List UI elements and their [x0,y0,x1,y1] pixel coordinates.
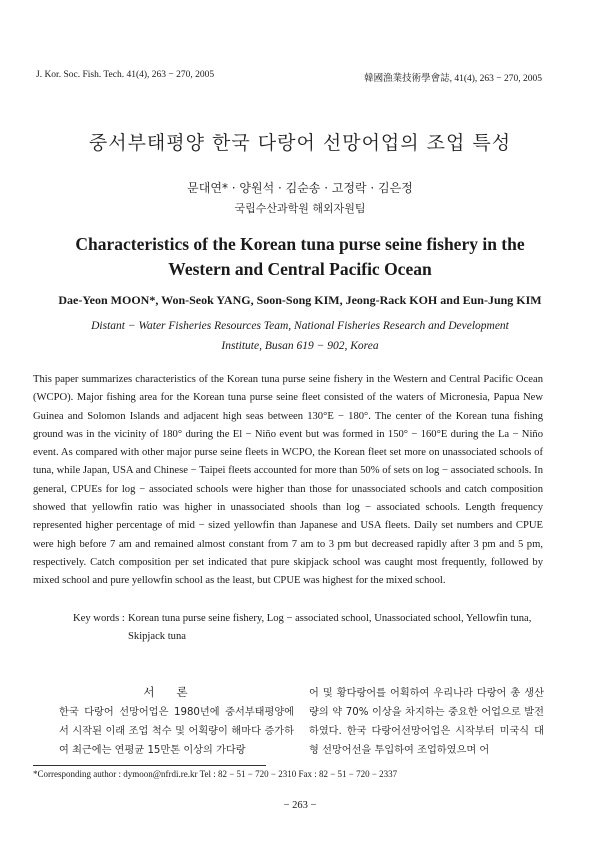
footnote-divider [33,765,266,766]
running-header-left: J. Kor. Soc. Fish. Tech. 41(4), 263 − 270, 2005 [36,70,215,80]
affiliation-korean: 국립수산과학원 해외자원팀 [234,202,366,215]
keywords-label: Key words : [73,613,125,624]
footnote-corresponding-author: *Corresponding author : dymoon@nfrdi.re.kr Tel : 82 − 51 − 720 − 2310 Fax : 82 − 51 − 720 − 2337 [33,769,398,779]
running-header-right: 韓國漁業技術學會誌, 41(4), 263 − 270, 2005 [364,74,542,84]
intro-text-left: 한국 다랑어 선망어업은 1980년에 중서부태평양에서 시작된 이래 조업 척수 및 어획량이 해마다 증가하여 최근에는 연평균 15만톤 이상의 가다랑 [59,707,294,756]
affiliation-english-line-1: Distant − Water Fisheries Resources Team, National Fisheries Research and Development [91,320,509,332]
authors-english: Dae-Yeon MOON*, Won-Seok YANG, Soon-Song KIM, Jeong-Rack KOH and Eun-Jung KIM [58,293,542,307]
intro-column-right [309,684,544,760]
intro-text-right: 어 및 황다랑어를 어획하여 우리나라 다랑어 총 생산량의 약 70% 이상을 차지하는 중요한 어업으로 발전하였다. 한국 다랑어선망어업은 시작부터 미국식 대형 선망어선을 투입하여 조업하였으며 어 [309,688,544,756]
keywords-text: Korean tuna purse seine fishery, Log − associated school, Unassociated school, Yellowfin tuna, Skipjack tuna [128,613,532,642]
title-english-line-1: Characteristics of the Korean tuna purse seine fishery in the [75,234,525,254]
abstract: This paper summarizes characteristics of the Korean tuna purse seine fishery in the Western and Central Pacific Ocean (WCPO). Major fishing area for the Korean tuna purse seine fleet consisted of the waters of Micronesia, Papua New Guinea and Solomon Islands and adjacent high seas between 130°E − 180°. The center of the Korean tuna fishing ground was in the vicinity of 180° during the El − Niño event but was formed in 150° − 160°E during the La − Niño event. As compared with other major purse seine fleets in WCPO, the Korean fleet set more on unassociated schools of tuna, while Japan, USA and Chinese − Taipei fleets accounted for more than 50% of sets on log − associated schools. In general, CPUEs for log − associated schools were higher than those for unassociated schools and catch composition showed that yellowfin ratio was higher in unassociated shools than log − associated schools. Length frequency represented higher percentage of mid − sized yellowfin than Japanese and USA fleets. Daily set numbers and CPUE were high before 7 am and remained almost constant from 7 am to 3 pm but decreased rapidly after 3 pm and 5 pm, respectively. Catch composition per set indicated that pure skipjack school was caught most frequently, followed by mixed school and pure yellowfin school as the least, but CPUE was highest for the mixed school. [33,374,543,587]
affiliation-english [60,316,540,356]
authors-korean: 문대연* · 양원석 · 김순송 · 고정락 · 김은정 [187,181,413,195]
keywords [73,610,543,646]
title-korean: 중서부태평양 한국 다랑어 선망어업의 조업 특성 [88,132,512,154]
title-english [40,232,560,282]
title-english-line-2: Western and Central Pacific Ocean [168,259,432,279]
page-number: − 263 − [283,800,317,811]
intro-column-left [59,684,294,760]
affiliation-english-line-2: Institute, Busan 619 − 902, Korea [221,340,379,352]
section-heading-introduction: 서론 [143,685,210,699]
